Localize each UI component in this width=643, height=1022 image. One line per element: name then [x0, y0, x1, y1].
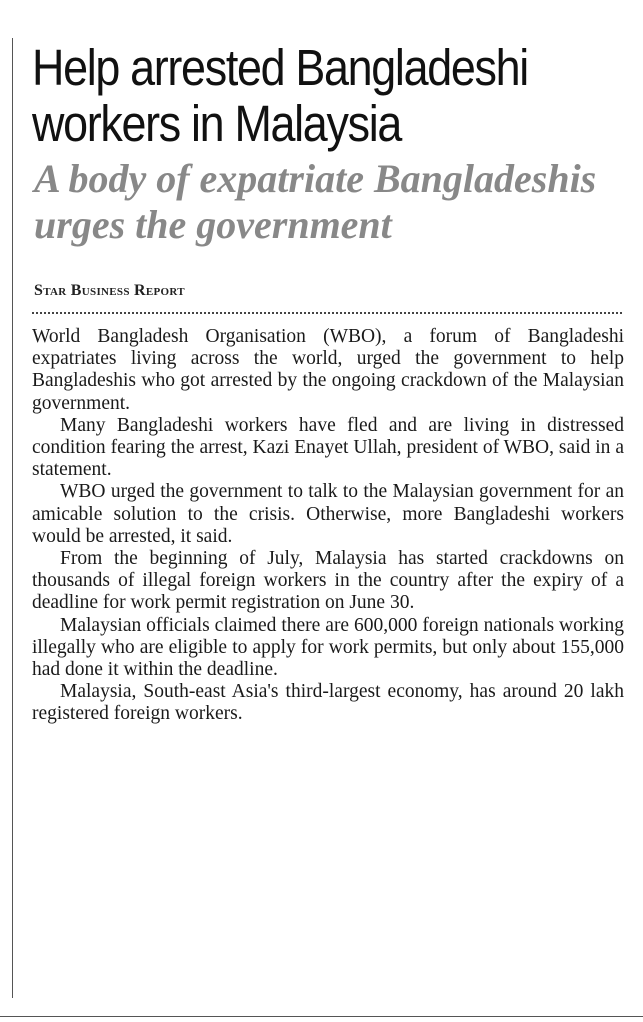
article-paragraph: World Bangladesh Organisation (WBO), a forum of Bangladeshi expatriates living across the world, urged the government to help Bangladeshis who got arrested by the ongoing crackdown of the Malaysian government.	[32, 326, 624, 414]
dotted-divider	[32, 312, 622, 314]
article-paragraph: Malaysia, South-east Asia's third-largest economy, has around 20 lakh registered foreign workers.	[32, 681, 624, 725]
article-headline: Help arrested Bangladeshi workers in Malaysia	[32, 39, 528, 152]
article-body	[32, 326, 624, 726]
article-paragraph: WBO urged the government to talk to the Malaysian government for an amicable solution to the crisis. Otherwise, more Bangladeshi workers would be arrested, it said.	[32, 481, 624, 547]
article-paragraph: Many Bangladeshi workers have fled and are living in distressed condition fearing the arrest, Kazi Enayet Ullah, president of WBO, said in a statement.	[32, 414, 624, 481]
column-rule-left	[12, 38, 13, 998]
article-byline: Star Business Report	[34, 282, 185, 299]
bottom-rule	[0, 1016, 643, 1017]
article-paragraph: Malaysian officials claimed there are 600,000 foreign nationals working illegally who are eligible to apply for work permits, but only about 155,000 had done it within the deadline.	[32, 614, 624, 681]
news-article	[32, 40, 624, 726]
article-paragraph: From the beginning of July, Malaysia has started crackdowns on thousands of illegal foreign workers in the country after the expiry of a deadline for work permit registration on June 30.	[32, 548, 624, 614]
article-subheadline: A body of expatriate Bangladeshis urges the government	[34, 156, 597, 247]
